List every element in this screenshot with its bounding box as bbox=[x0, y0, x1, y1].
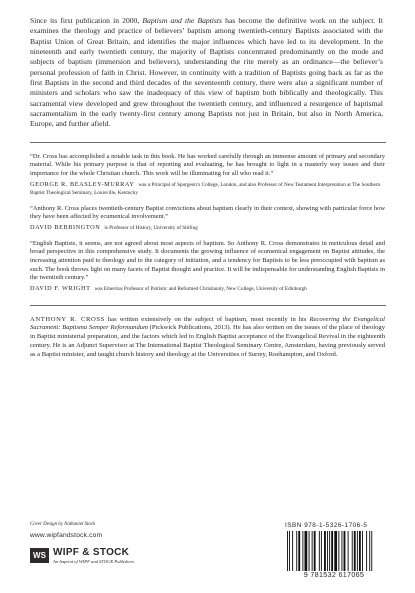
divider-top bbox=[30, 142, 386, 143]
barcode-bar bbox=[304, 531, 307, 571]
isbn-label: ISBN 978-1-5326-1706-5 bbox=[285, 522, 368, 529]
endorser-name: GEORGE R. BEASLEY-MURRAY bbox=[30, 180, 135, 188]
barcode-bar bbox=[371, 531, 372, 571]
cover-design-credit: Cover Design by Nathaniel Stock bbox=[30, 522, 96, 527]
barcode-bar bbox=[352, 531, 353, 571]
barcode-bar bbox=[354, 531, 356, 571]
author-bio bbox=[30, 316, 385, 360]
barcode-bar bbox=[319, 531, 320, 571]
barcode bbox=[283, 521, 385, 584]
barcode-bar bbox=[292, 531, 293, 571]
endorsement-attribution bbox=[30, 181, 385, 197]
description-part-1: Since its first publication in 2000, bbox=[30, 16, 143, 25]
author-bio-part-2: (Pickwick Publications, 2013). He has also written on the issues of the place of theology in Baptist ministerial preparation, and the factors which led to English Baptist acceptance of the Evangelical Revival in the eighteenth century. He is an Adjunct Supervisor at The International Baptist Theological Seminary Centre, Amsterdam, having previously served as a Baptist minister, and taught church history and theology at the Universities of Surrey, Roehampton, and Oxford. bbox=[30, 324, 386, 358]
cover-footer bbox=[30, 521, 385, 587]
endorser-affiliation: was Emeritus Professor of Patristic and Reformed Christianity, New College, University of Edinburgh bbox=[94, 285, 307, 292]
publisher-website: www.wipfandstock.com bbox=[30, 532, 103, 539]
endorsement-quote: “Anthony R. Cross places twentieth-century Baptist convictions about baptism clearly in their context, showing with particular force how they have been affected by ecumenical involvement.” bbox=[30, 204, 385, 221]
barcode-bar bbox=[296, 531, 297, 571]
barcode-bar bbox=[331, 531, 333, 571]
endorser-affiliation: was a Principal of Spurgeon’s College, London, and also Professor of New Testament Interpretation at The Southern Baptist Theological Seminary, Louisville, Kentucky bbox=[30, 181, 381, 196]
barcode-bars-icon bbox=[287, 531, 380, 571]
barcode-digits: 9 781532 617065 bbox=[303, 570, 365, 579]
endorsement-attribution bbox=[30, 224, 385, 232]
endorsement-quote: “Dr. Cross has accomplished a notable task in this book. He has worked carefully through an immense amount of primary and secondary material. While his primary purpose is that of reporting and evaluating, he has brought to light in a masterly way issues and their importance for the whole Christian church. This work will be illuminating for all who read it.” bbox=[30, 152, 385, 177]
endorser-name: DAVID F. WRIGHT bbox=[30, 284, 91, 292]
barcode-bar bbox=[324, 531, 326, 571]
endorsement-quote: “English Baptists, it seems, are not agreed about most aspects of baptism. So Anthony R. Cross demonstrates in meticulous detail and broad perspective in this comprehensive study. It documents the growing influence of ecumenical engagement on Baptist attitudes, the increasing attention paid to theology and to the category of initiation, and a tendency for Baptists to be less preoccupied with baptism as such. The book throws light on many facets of Baptist thought and practice. It will be indispensable for understanding English Baptists in the twentieth century.” bbox=[30, 239, 385, 282]
barcode-bar bbox=[327, 531, 328, 571]
barcode-bar bbox=[289, 531, 290, 571]
barcode-bar bbox=[309, 531, 310, 571]
author-name: ANTHONY R. CROSS bbox=[30, 315, 105, 323]
endorsement-1 bbox=[30, 153, 385, 197]
endorsement-attribution bbox=[30, 285, 385, 293]
endorser-name: DAVID BEBBINGTON bbox=[30, 223, 101, 231]
endorser-affiliation: is Professor of History, University of Stirling bbox=[104, 224, 198, 231]
publisher-name: WIPF & STOCK bbox=[53, 547, 130, 558]
barcode-bar bbox=[314, 531, 316, 571]
barcode-bar bbox=[338, 531, 339, 571]
barcode-bar bbox=[341, 531, 342, 571]
barcode-bar bbox=[348, 531, 349, 571]
barcode-bar bbox=[321, 531, 322, 571]
description-part-2: has become the definitive work on the subject. It examines the theology and practice of believers’ baptism among twentieth-century Baptists associated with the Baptist Union of Great Britain, and identifies the major influences which have led to its development. In the nineteenth and early twentieth century, the majority of Baptists concentrated predominantly on the mode and subjects of baptism (immersion and believers), understanding the rite merely as an ordinance—the believer’s personal profession of faith in Christ. However, in continuity with a tradition of Baptists going back as far as the first Baptists in the second and third decades of the seventeenth century, there were also a significant number of ministers and scholars who saw the inadequacy of this view of baptism both biblically and theologically. This sacramental view developed and grew throughout the twentieth century, and influenced a resurgence of baptismal sacramentalism in the early twenty-first century among Baptists not just in Britain, but also in North America, Europe, and further afield. bbox=[30, 16, 383, 129]
divider-bottom bbox=[30, 305, 386, 306]
barcode-bar bbox=[369, 531, 370, 571]
barcode-bar bbox=[344, 531, 346, 571]
barcode-bar bbox=[312, 531, 313, 571]
barcode-bar bbox=[359, 531, 361, 571]
publisher-tagline: An Imprint of WIPF and STOCK Publishers bbox=[53, 559, 135, 564]
author-book-title: Recovering the Evangelical Sacrament: Baptisma Semper Reformandum bbox=[30, 315, 385, 332]
barcode-bar bbox=[334, 531, 337, 571]
barcode-bar bbox=[362, 531, 363, 571]
barcode-bar bbox=[287, 531, 288, 571]
author-bio-part-1: has written extensively on the subject of baptism, most recently in his bbox=[104, 315, 310, 323]
endorsement-2 bbox=[30, 205, 385, 232]
barcode-bar bbox=[298, 531, 300, 571]
book-title: Baptism and the Baptists bbox=[142, 16, 222, 25]
book-description bbox=[30, 16, 383, 130]
endorsement-3 bbox=[30, 240, 385, 293]
barcode-bar bbox=[302, 531, 303, 571]
barcode-bar bbox=[366, 531, 367, 571]
publisher-logo-icon: WS bbox=[30, 548, 49, 563]
barcode-bar bbox=[329, 531, 330, 571]
barcode-bar bbox=[357, 531, 358, 571]
